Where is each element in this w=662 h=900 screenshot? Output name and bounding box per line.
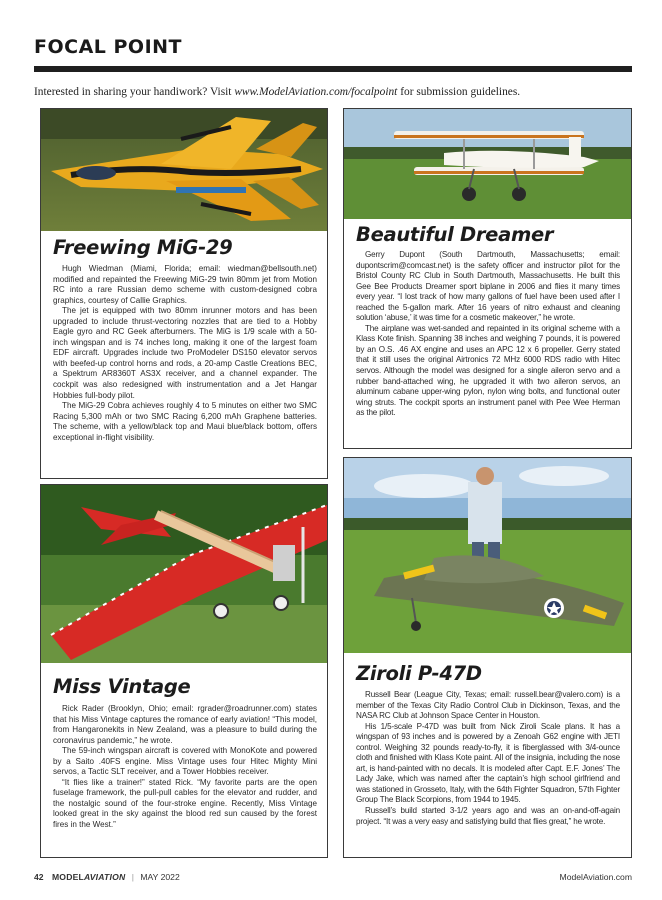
- header-rule: [34, 66, 632, 72]
- p47-paragraph: Russell Bear (League City, Texas; email: russell.bear@valero.com) is a member of the Texas City Radio Control Club in Dickinson, Texas, and the NASA RC Club at Johnson Space Center in Houston.: [356, 690, 620, 721]
- mig29-jet-image: [41, 109, 327, 231]
- p47-paragraph: His 1/5-scale P-47D was built from Nick Ziroli Scale plans. It has a wingspan of 93 inches and is powered by a Zenoah G62 engine with JETI control. Weighing 32 pounds ready-to-fly, it is fiberglassed with 3/4-ounce cloth and finished with Klass Kote paint. All of the insignia, including the nose art, is hand-painted with no decals. It is modeled after Capt. E.F. Jones’ The Lady Jake, which was named after the captain’s high school girlfriend and was stationed in Grosseto, Italy, with the 64th Fighter Squadron, 57th Fighter Group The Black Scorpions, from 1944 to 1945.: [356, 721, 620, 805]
- mig29-title: Freewing MiG-29: [53, 236, 233, 259]
- vintage-title: Miss Vintage: [53, 675, 191, 698]
- brand-logo: [52, 872, 125, 882]
- section-title: FOCAL POINT: [34, 36, 183, 58]
- p47-plane-image: [344, 458, 631, 653]
- biplane-image: [344, 109, 631, 219]
- intro-url-link[interactable]: www.ModelAviation.com/focalpoint: [234, 86, 398, 98]
- vintage-body: [53, 704, 317, 831]
- dreamer-body: [356, 250, 620, 419]
- vintage-paragraph: Rick Rader (Brooklyn, Ohio; email: rgrader@roadrunner.com) states that his Miss Vintage captures the romance of early aviation! “This model, from Hangaronekits in New Zealand, was a pleasure to build during the coronavirus pandemic,” he wrote.: [53, 704, 317, 745]
- intro-lead: Interested in sharing your handiwork? Visit: [34, 86, 235, 98]
- intro-tail: for submission guidelines.: [397, 86, 521, 98]
- photo-dreamer: [344, 109, 631, 219]
- intro-text: [34, 86, 632, 98]
- p47-paragraph: Russell’s build started 3-1/2 years ago and was an on-and-off-again project. “It was a very easy and satisfying build that flies great,” he wrote.: [356, 806, 620, 826]
- dreamer-title: Beautiful Dreamer: [356, 223, 554, 246]
- brand-model: MODEL: [51, 872, 84, 882]
- card-dreamer: [343, 108, 632, 449]
- dreamer-paragraph: The airplane was wet-sanded and repainted in its original scheme with a Klass Kote finish. Spanning 38 inches and weighing 7 pounds, it is powered by an O.S. .46 AX engine and uses an APC 12 x 6 propeller. Gerry stated that it still uses the original Airtronics 72 MHz 6000 RDS radio with Hitec servos. Although the model was designed for a single aileron servo and a rubber band-attached wing, he upgraded it with two aileron servos, an aluminum cabane upper-wing pylon, nylon wing bolts, and functional outer wing struts. The cockpit sports an instrument panel with Pee Wee Herman as the pilot.: [356, 323, 620, 418]
- footer-separator: |: [131, 872, 134, 882]
- p47-body: [356, 690, 620, 827]
- photo-vintage: [41, 485, 327, 663]
- mig29-paragraph: The MiG-29 Cobra achieves roughly 4 to 5 minutes on either two SMC Racing 5,300 mAh or two SMC Racing 6,200 mAh Graphene batteries. The scheme, with a yellow/black top and Maui blue/black bottom, offers exceptional in-flight visibility.: [53, 401, 317, 442]
- mig29-paragraph: Hugh Wiedman (Miami, Florida; email: wiedman@bellsouth.net) modified and repainted the Freewing MiG-29 twin 80mm jet from Motion RC into a rare Russian demo scheme with custom-designed cobra graphics, courtesy of Callie Graphics.: [53, 264, 317, 305]
- photo-mig29: [41, 109, 327, 231]
- card-vintage: [40, 484, 328, 858]
- issue-date: MAY 2022: [140, 872, 180, 882]
- vintage-plane-image: [41, 485, 327, 663]
- mig29-body: [53, 264, 317, 443]
- photo-p47: [344, 458, 631, 653]
- dreamer-paragraph: Gerry Dupont (South Dartmouth, Massachusetts; email: dupontscrim@comcast.net) is the safety officer and instructor pilot for the Bristol County RC Club in South Dartmouth, Massachusetts. He built this Gee Bee Products Dreamer sport biplane in 2006 and flies it many times every year. “I lost track of how many gallons of fuel have been used after I reached the 5-gallon mark. After 16 years of nitro exhaust and cleaning solution ‘abuse,’ it was time for a cosmetic makeover,” he wrote.: [356, 250, 620, 323]
- card-p47: [343, 457, 632, 858]
- p47-title: Ziroli P-47D: [356, 662, 482, 685]
- mig29-paragraph: The jet is equipped with two 80mm inrunner motors and has been upgraded to include thrust-vectoring nozzles that are tied to a Hobby Eagle gyro and RC Geek afterburners. The MiG is 1/9 scale with a 50-inch wingspan and is 74 inches long, making it one of the largest foam EDF aircraft. Upgrades include two ProModeler DS150 elevator servos with beefed-up control horns and rods, a 20-amp Castle Creations BEC, a Spektrum AR8360T AS3X receiver, and a channel expander. The cockpit was also redesigned with instrumentation and a Jet Hangar Hobbies full-body pilot.: [53, 306, 317, 400]
- brand-aviation: AVIATION: [83, 872, 126, 882]
- page-number: 42: [34, 872, 44, 882]
- footer-left: [34, 872, 180, 882]
- vintage-paragraph: “It flies like a trainer!” stated Rick. “My favorite parts are the open fuselage framework, the pull-pull cables for the elevator and rudder, and the nostalgic sound of the four-stroke engine. Recently, Miss Vintage looked great in the sky against the blood red sun caused by the forest fires in the West.”: [53, 777, 317, 830]
- footer-right: [560, 872, 632, 882]
- site-link[interactable]: ModelAviation.com: [559, 872, 632, 882]
- vintage-paragraph: The 59-inch wingspan aircraft is covered with MonoKote and powered by a Saito .40FS engine. Miss Vintage uses four Hitec Mighty Mini servos, a Tactic SLT receiver, and a Tower Hobbies receiver.: [53, 746, 317, 777]
- card-mig29: [40, 108, 328, 479]
